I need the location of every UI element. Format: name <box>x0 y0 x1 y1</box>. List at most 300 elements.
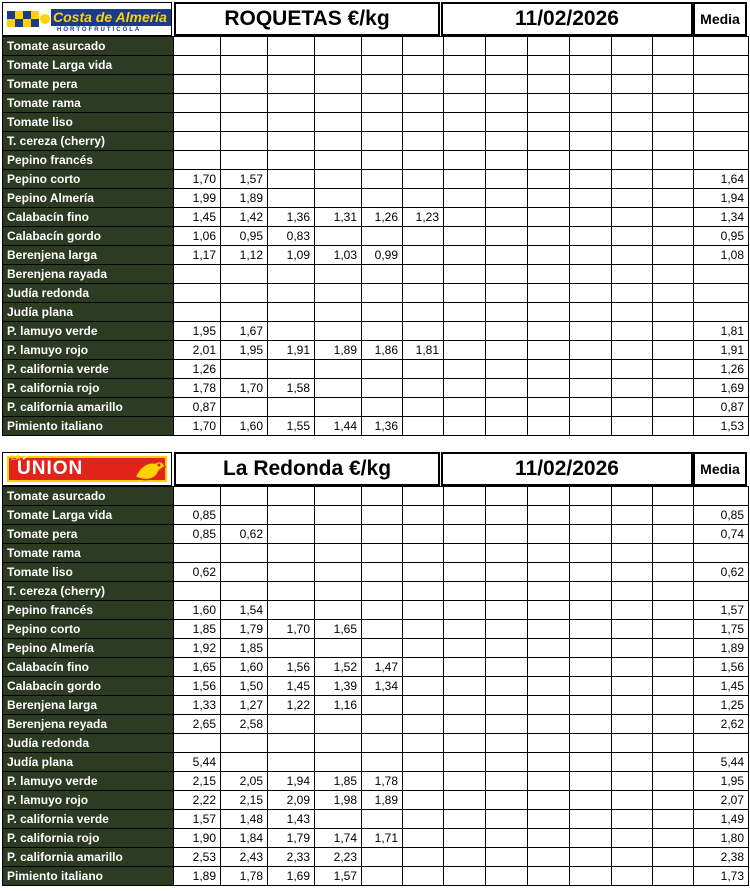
average-cell: 1,56 <box>694 658 749 677</box>
table-row <box>3 265 749 284</box>
price-cell: 1,89 <box>362 791 403 810</box>
price-cell <box>444 753 486 772</box>
price-cell <box>444 227 486 246</box>
price-cell <box>362 75 403 94</box>
price-cell <box>570 284 612 303</box>
price-panel-roquetas <box>0 2 748 436</box>
price-cell <box>570 208 612 227</box>
price-cell <box>528 639 570 658</box>
price-cell <box>403 506 444 525</box>
price-cell <box>486 398 528 417</box>
price-cell <box>362 189 403 208</box>
price-cell <box>362 639 403 658</box>
price-cell <box>653 75 694 94</box>
price-cell <box>528 227 570 246</box>
price-cell <box>653 189 694 208</box>
price-cell <box>570 398 612 417</box>
average-cell <box>694 582 749 601</box>
table-row <box>3 246 749 265</box>
price-cell <box>528 303 570 322</box>
price-cell <box>362 151 403 170</box>
price-cell <box>570 341 612 360</box>
product-name: Pepino francés <box>3 601 174 620</box>
average-cell <box>694 94 749 113</box>
price-cell <box>486 379 528 398</box>
price-cell <box>403 37 444 56</box>
price-cell: 2,53 <box>174 848 221 867</box>
price-cell <box>570 113 612 132</box>
price-cell <box>444 525 486 544</box>
price-cell <box>612 265 653 284</box>
price-cell <box>486 56 528 75</box>
price-cell: 1,98 <box>315 791 362 810</box>
table-row <box>3 525 749 544</box>
price-cell <box>221 132 268 151</box>
table-row <box>3 848 749 867</box>
price-cell <box>444 132 486 151</box>
price-cell <box>403 810 444 829</box>
price-cell <box>653 677 694 696</box>
price-cell: 1,47 <box>362 658 403 677</box>
table-row <box>3 417 749 436</box>
price-cell <box>221 506 268 525</box>
price-cell <box>268 582 315 601</box>
price-cell <box>444 487 486 506</box>
price-cell <box>653 753 694 772</box>
price-cell <box>362 303 403 322</box>
price-cell <box>570 265 612 284</box>
average-cell: 2,07 <box>694 791 749 810</box>
price-cell <box>653 506 694 525</box>
price-cell <box>403 772 444 791</box>
price-cell <box>221 284 268 303</box>
price-cell: 1,84 <box>221 829 268 848</box>
price-cell <box>486 810 528 829</box>
price-cell <box>268 94 315 113</box>
price-cell: 1,03 <box>315 246 362 265</box>
price-cell <box>403 563 444 582</box>
price-cell <box>612 322 653 341</box>
table-row <box>3 601 749 620</box>
price-cell <box>444 658 486 677</box>
price-cell <box>315 398 362 417</box>
price-cell <box>444 810 486 829</box>
product-name: P. lamuyo verde <box>3 772 174 791</box>
price-cell <box>486 341 528 360</box>
price-cell <box>612 620 653 639</box>
price-cell <box>653 132 694 151</box>
price-cell <box>653 772 694 791</box>
price-cell <box>444 284 486 303</box>
price-cell <box>362 506 403 525</box>
price-cell <box>612 246 653 265</box>
price-cell <box>570 132 612 151</box>
price-cell <box>268 151 315 170</box>
price-cell <box>486 284 528 303</box>
price-cell <box>528 56 570 75</box>
price-cell: 0,99 <box>362 246 403 265</box>
price-cell <box>403 582 444 601</box>
price-cell <box>268 734 315 753</box>
price-cell <box>403 525 444 544</box>
table-row <box>3 582 749 601</box>
price-cell <box>612 658 653 677</box>
price-cell <box>653 601 694 620</box>
price-cell <box>570 189 612 208</box>
price-cell: 0,87 <box>174 398 221 417</box>
price-cell <box>570 360 612 379</box>
price-cell: 1,95 <box>221 341 268 360</box>
price-cell <box>403 544 444 563</box>
price-cell: 1,43 <box>268 810 315 829</box>
average-cell: 1,95 <box>694 772 749 791</box>
price-cell <box>528 398 570 417</box>
price-cell <box>268 487 315 506</box>
price-cell <box>612 227 653 246</box>
price-cell <box>653 37 694 56</box>
price-cell: 1,95 <box>174 322 221 341</box>
price-cell <box>403 601 444 620</box>
price-cell <box>653 246 694 265</box>
price-cell: 1,22 <box>268 696 315 715</box>
price-cell <box>403 620 444 639</box>
price-cell: 2,09 <box>268 791 315 810</box>
price-cell <box>570 56 612 75</box>
price-cell <box>612 506 653 525</box>
average-cell: 0,95 <box>694 227 749 246</box>
price-cell: 0,83 <box>268 227 315 246</box>
price-cell: 1,56 <box>174 677 221 696</box>
product-name: Tomate pera <box>3 75 174 94</box>
price-cell <box>268 360 315 379</box>
price-cell <box>403 696 444 715</box>
price-cell <box>362 37 403 56</box>
price-table-body <box>3 487 749 886</box>
price-cell <box>653 208 694 227</box>
date-label: 11/02/2026 <box>441 452 693 486</box>
price-cell: 1,99 <box>174 189 221 208</box>
price-cell <box>444 620 486 639</box>
price-cell: 1,12 <box>221 246 268 265</box>
price-cell <box>570 487 612 506</box>
product-name: Tomate asurcado <box>3 487 174 506</box>
price-cell <box>528 322 570 341</box>
price-cell <box>612 715 653 734</box>
price-cell: 0,62 <box>221 525 268 544</box>
price-cell <box>174 582 221 601</box>
price-cell: 1,26 <box>174 360 221 379</box>
price-cell <box>528 563 570 582</box>
price-cell <box>612 639 653 658</box>
price-cell <box>444 37 486 56</box>
price-cell <box>403 75 444 94</box>
price-cell <box>486 303 528 322</box>
price-cell: 1,16 <box>315 696 362 715</box>
product-name: P. california rojo <box>3 379 174 398</box>
price-cell <box>612 37 653 56</box>
price-cell <box>570 620 612 639</box>
price-cell <box>653 360 694 379</box>
table-row <box>3 734 749 753</box>
price-cell <box>486 734 528 753</box>
price-cell <box>403 303 444 322</box>
price-cell <box>315 487 362 506</box>
price-cell <box>174 544 221 563</box>
table-row <box>3 303 749 322</box>
price-cell: 1,81 <box>403 341 444 360</box>
price-cell <box>315 303 362 322</box>
price-cell <box>528 360 570 379</box>
price-cell <box>528 582 570 601</box>
price-cell: 2,22 <box>174 791 221 810</box>
table-row <box>3 94 749 113</box>
price-cell: 1,17 <box>174 246 221 265</box>
product-name: Berenjena reyada <box>3 715 174 734</box>
price-cell <box>403 791 444 810</box>
price-cell <box>612 829 653 848</box>
price-cell <box>403 56 444 75</box>
price-cell <box>444 715 486 734</box>
table-row <box>3 151 749 170</box>
price-cell <box>570 696 612 715</box>
price-cell: 0,95 <box>221 227 268 246</box>
price-cell <box>221 544 268 563</box>
price-cell: 2,33 <box>268 848 315 867</box>
average-header: Media <box>693 452 747 486</box>
price-cell <box>486 658 528 677</box>
table-row <box>3 379 749 398</box>
price-cell <box>612 601 653 620</box>
average-cell: 0,87 <box>694 398 749 417</box>
average-header: Media <box>693 2 747 36</box>
price-cell <box>315 360 362 379</box>
price-cell <box>528 696 570 715</box>
price-cell <box>612 525 653 544</box>
price-cell <box>653 170 694 189</box>
price-cell <box>444 189 486 208</box>
price-cell: 1,89 <box>315 341 362 360</box>
price-cell <box>570 601 612 620</box>
price-cell <box>486 867 528 886</box>
price-cell <box>444 639 486 658</box>
price-cell <box>528 506 570 525</box>
price-cell <box>528 753 570 772</box>
market-title: La Redonda €/kg <box>174 452 440 486</box>
price-cell <box>403 284 444 303</box>
price-cell <box>403 189 444 208</box>
price-cell <box>268 170 315 189</box>
price-cell: 1,44 <box>315 417 362 436</box>
price-cell: 1,78 <box>221 867 268 886</box>
price-cell <box>221 56 268 75</box>
price-cell <box>403 734 444 753</box>
price-cell <box>612 56 653 75</box>
product-name: Tomate Larga vida <box>3 56 174 75</box>
price-cell <box>653 398 694 417</box>
price-cell: 2,65 <box>174 715 221 734</box>
product-name: Calabacín fino <box>3 208 174 227</box>
product-name: Pimiento italiano <box>3 417 174 436</box>
price-cell <box>612 341 653 360</box>
table-row <box>3 772 749 791</box>
price-cell: 1,85 <box>221 639 268 658</box>
table-row <box>3 37 749 56</box>
table-row <box>3 544 749 563</box>
average-cell <box>694 265 749 284</box>
price-cell <box>653 582 694 601</box>
price-cell <box>362 284 403 303</box>
price-cell <box>221 734 268 753</box>
average-cell: 1,80 <box>694 829 749 848</box>
price-cell <box>362 715 403 734</box>
price-cell <box>444 506 486 525</box>
price-cell <box>570 151 612 170</box>
price-cell: 1,89 <box>221 189 268 208</box>
price-cell <box>444 208 486 227</box>
price-cell <box>612 544 653 563</box>
price-cell <box>653 227 694 246</box>
product-name: Berenjena rayada <box>3 265 174 284</box>
average-cell: 1,34 <box>694 208 749 227</box>
table-row <box>3 284 749 303</box>
price-cell <box>315 810 362 829</box>
price-cell <box>486 265 528 284</box>
price-cell <box>570 525 612 544</box>
price-cell <box>362 696 403 715</box>
product-name: P. lamuyo rojo <box>3 791 174 810</box>
price-cell <box>486 544 528 563</box>
price-cell <box>268 398 315 417</box>
price-cell <box>268 639 315 658</box>
price-cell <box>315 56 362 75</box>
price-cell <box>403 151 444 170</box>
price-cell <box>268 37 315 56</box>
price-cell <box>444 398 486 417</box>
price-cell <box>528 734 570 753</box>
price-cell <box>221 37 268 56</box>
price-cell <box>486 582 528 601</box>
price-cell <box>528 113 570 132</box>
product-name: Judía plana <box>3 753 174 772</box>
price-cell <box>528 848 570 867</box>
price-cell <box>444 601 486 620</box>
price-cell <box>268 563 315 582</box>
average-cell: 2,38 <box>694 848 749 867</box>
average-cell: 0,74 <box>694 525 749 544</box>
price-cell <box>486 696 528 715</box>
panel-header <box>0 2 748 36</box>
price-cell <box>444 322 486 341</box>
price-cell <box>362 601 403 620</box>
product-name: P. california rojo <box>3 829 174 848</box>
price-cell <box>362 753 403 772</box>
price-cell <box>174 284 221 303</box>
price-cell: 1,27 <box>221 696 268 715</box>
price-cell <box>612 284 653 303</box>
price-cell <box>444 582 486 601</box>
price-cell <box>570 170 612 189</box>
price-cell: 1,79 <box>268 829 315 848</box>
price-cell <box>653 867 694 886</box>
price-cell <box>315 379 362 398</box>
price-cell <box>486 487 528 506</box>
price-cell <box>653 284 694 303</box>
price-cell <box>528 829 570 848</box>
average-cell: 0,62 <box>694 563 749 582</box>
price-cell <box>315 563 362 582</box>
price-cell <box>570 37 612 56</box>
price-cell <box>528 75 570 94</box>
table-row <box>3 227 749 246</box>
price-cell <box>403 715 444 734</box>
price-cell: 1,65 <box>174 658 221 677</box>
table-row <box>3 398 749 417</box>
price-cell <box>221 398 268 417</box>
price-cell <box>486 639 528 658</box>
price-cell <box>403 867 444 886</box>
price-cell <box>528 772 570 791</box>
price-cell <box>653 56 694 75</box>
price-cell <box>486 417 528 436</box>
price-cell <box>528 284 570 303</box>
price-cell <box>221 360 268 379</box>
table-row <box>3 132 749 151</box>
price-cell <box>268 265 315 284</box>
price-cell <box>528 94 570 113</box>
price-cell <box>403 829 444 848</box>
price-cell: 1,71 <box>362 829 403 848</box>
price-cell: 1,69 <box>268 867 315 886</box>
price-cell <box>268 75 315 94</box>
price-cell <box>315 734 362 753</box>
price-cell <box>612 791 653 810</box>
price-cell: 1,33 <box>174 696 221 715</box>
price-cell <box>403 487 444 506</box>
price-cell <box>528 525 570 544</box>
price-cell <box>444 341 486 360</box>
price-cell: 1,86 <box>362 341 403 360</box>
price-cell <box>268 525 315 544</box>
price-cell <box>268 56 315 75</box>
price-cell <box>362 487 403 506</box>
price-cell <box>174 37 221 56</box>
price-cell <box>612 417 653 436</box>
table-row <box>3 867 749 886</box>
table-row <box>3 341 749 360</box>
price-cell: 1,50 <box>221 677 268 696</box>
price-cell <box>174 303 221 322</box>
price-cell <box>486 506 528 525</box>
product-name: T. cereza (cherry) <box>3 132 174 151</box>
price-cell <box>528 544 570 563</box>
price-cell <box>612 94 653 113</box>
price-cell <box>653 829 694 848</box>
price-cell <box>444 791 486 810</box>
price-cell <box>268 322 315 341</box>
price-cell: 1,57 <box>174 810 221 829</box>
price-cell <box>612 113 653 132</box>
price-cell <box>403 94 444 113</box>
price-cell <box>174 132 221 151</box>
price-cell <box>653 563 694 582</box>
price-cell <box>612 696 653 715</box>
price-cell <box>268 132 315 151</box>
average-cell: 1,81 <box>694 322 749 341</box>
price-cell: 1,78 <box>174 379 221 398</box>
price-cell <box>444 360 486 379</box>
price-cell: 1,92 <box>174 639 221 658</box>
price-cell <box>403 265 444 284</box>
